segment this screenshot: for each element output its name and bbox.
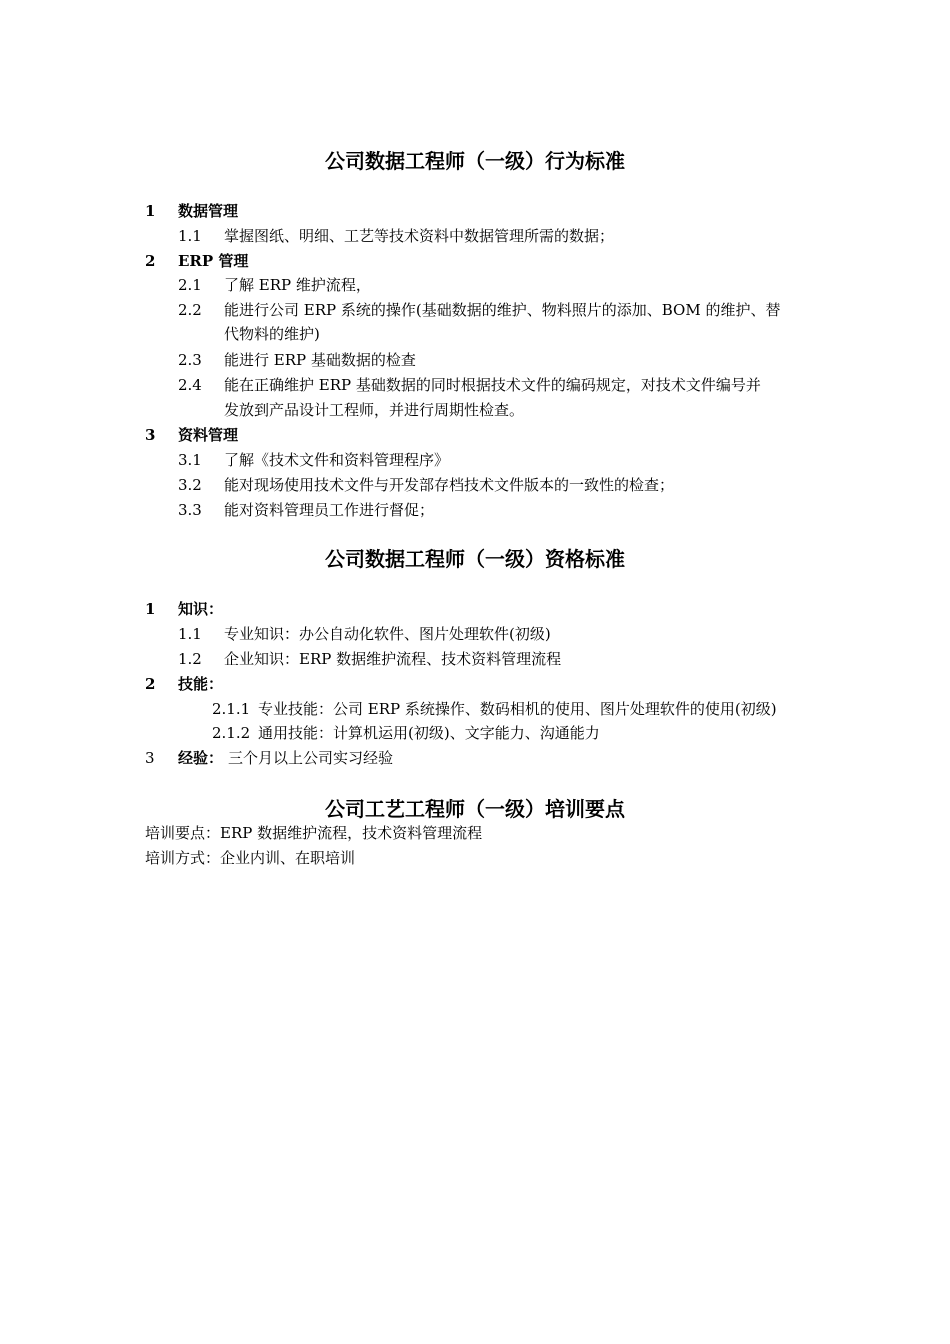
heading-label: 数据管理 <box>178 202 239 220</box>
item-number: 2.4 <box>178 376 202 394</box>
section3-title: 公司工艺工程师（一级）培训要点 <box>325 797 625 821</box>
heading-number: 2 <box>145 675 156 693</box>
heading-label: 技能： <box>178 675 224 693</box>
item-text: 了解 ERP 维护流程， <box>224 276 371 294</box>
heading-label: 知识： <box>178 600 224 618</box>
item-number: 2.2 <box>178 301 202 319</box>
item-number: 2.3 <box>178 351 202 369</box>
item-number: 3.3 <box>178 501 202 519</box>
section2-title: 公司数据工程师（一级）资格标准 <box>325 547 625 571</box>
item-text: 企业知识：ERP 数据维护流程、技术资料管理流程 <box>224 650 562 668</box>
item-text: 掌握图纸、明细、工艺等技术资料中数据管理所需的数据； <box>224 227 615 245</box>
heading-text: 三个月以上公司实习经验 <box>228 749 394 767</box>
heading-label: 资料管理 <box>178 426 239 444</box>
heading-number: 3 <box>145 749 155 767</box>
item-number: 1.1 <box>178 625 202 643</box>
heading-number: 1 <box>145 600 156 618</box>
item-text: 通用技能：计算机运用(初级)、文字能力、沟通能力 <box>258 724 600 742</box>
item-number: 2.1.1 <box>212 700 251 718</box>
item-text: 代物料的维护) <box>224 325 320 343</box>
item-text: 能进行公司 ERP 系统的操作(基础数据的维护、物料照片的添加、BOM 的维护、替 <box>224 301 781 319</box>
item-number: 3.1 <box>178 451 202 469</box>
item-number: 2.1.2 <box>212 724 251 742</box>
section1-title: 公司数据工程师（一级）行为标准 <box>325 149 625 173</box>
item-text: 发放到产品设计工程师，并进行周期性检查。 <box>224 401 525 419</box>
item-text: 能对现场使用技术文件与开发部存档技术文件版本的一致性的检查； <box>224 476 675 494</box>
heading-number: 2 <box>145 252 156 270</box>
item-number: 1.2 <box>178 650 202 668</box>
heading-label: 经验： <box>178 749 224 767</box>
heading-number: 3 <box>145 426 156 444</box>
item-number: 1.1 <box>178 227 202 245</box>
item-text: 能进行 ERP 基础数据的检查 <box>224 351 416 369</box>
item-text: 专业技能：公司 ERP 系统操作、数码相机的使用、图片处理软件的使用(初级) <box>258 700 777 718</box>
heading-number: 1 <box>145 202 156 220</box>
item-text: 能对资料管理员工作进行督促； <box>224 501 435 519</box>
item-text: 了解《技术文件和资料管理程序》 <box>224 451 450 469</box>
training-method: 培训方式：企业内训、在职培训 <box>145 849 356 867</box>
item-number: 2.1 <box>178 276 202 294</box>
item-text: 能在正确维护 ERP 基础数据的同时根据技术文件的编码规定，对技术文件编号并 <box>224 376 761 394</box>
item-text: 专业知识：办公自动化软件、图片处理软件(初级) <box>224 625 551 643</box>
heading-label: ERP 管理 <box>178 252 249 270</box>
item-number: 3.2 <box>178 476 202 494</box>
training-points: 培训要点：ERP 数据维护流程，技术资料管理流程 <box>145 824 483 842</box>
